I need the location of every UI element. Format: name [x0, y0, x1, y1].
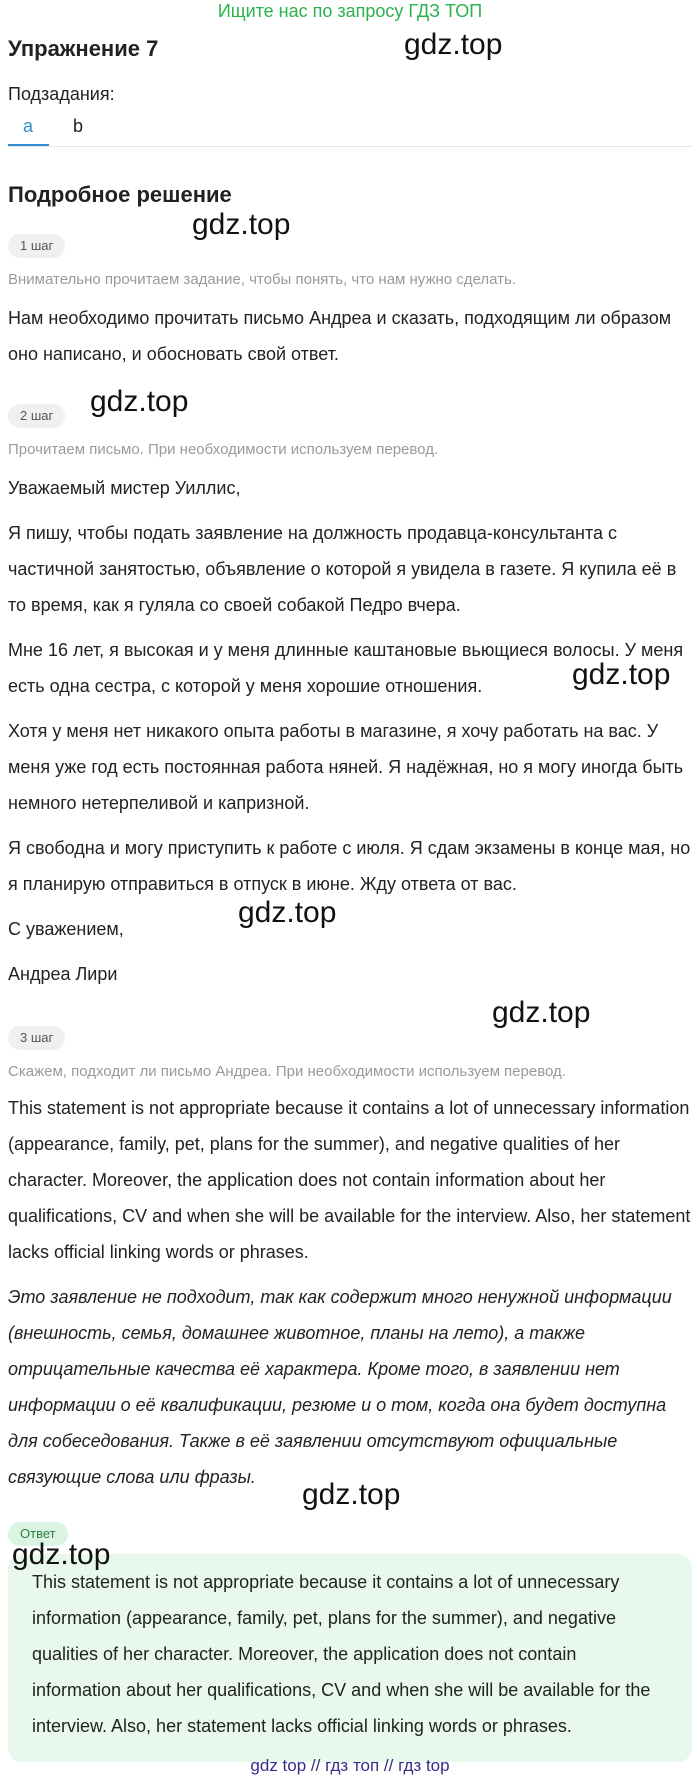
- step-hint: Скажем, подходит ли письмо Андреа. При необходимости используем перевод.: [8, 1063, 566, 1080]
- watermark: gdz.top: [572, 658, 671, 691]
- tab-a[interactable]: a: [23, 116, 34, 136]
- letter-paragraph: Я свободна и могу приступить к работе с июля. Я сдам экзамены в конце мая, но я планирую отправиться в отпуск в июне. Жду ответа от вас.: [8, 838, 691, 894]
- step-hint: Прочитаем письмо. При необходимости используем перевод.: [8, 441, 439, 458]
- letter-paragraph: Андреа Лири: [8, 964, 118, 984]
- letter-paragraph: Мне 16 лет, я высокая и у меня длинные каштановые вьющиеся волосы. У меня есть одна сестра, с которой у меня хорошие отношения.: [8, 640, 684, 696]
- footer-links[interactable]: gdz top // гдз топ // гдз top: [250, 1756, 450, 1775]
- step-badge: 3 шаг: [8, 1026, 65, 1050]
- letter-paragraph: С уважением,: [8, 919, 124, 939]
- watermark: gdz.top: [302, 1478, 401, 1511]
- letter-paragraph: Я пишу, чтобы подать заявление на должность продавца-консультанта с частичной занятостью, объявление о которой я увидела в газете. Я купила её в то время, как я гуляла со своей собакой Педро вчера.: [8, 523, 677, 615]
- step-paragraph-translation: Это заявление не подходит, так как содержит много ненужной информации (внешность, семья, домашнее животное, планы на лето), а также отрицательные качества её характера. Кроме того, в заявлении нет информации о её квалификации, резюме и о том, когда она будет доступна для собеседования. Также в её заявлении отсутствуют официальные связующие слова или фразы.: [8, 1287, 672, 1487]
- watermark: gdz.top: [12, 1538, 111, 1571]
- watermark: gdz.top: [90, 385, 189, 418]
- watermark: gdz.top: [404, 28, 503, 61]
- step-paragraph: Нам необходимо прочитать письмо Андреа и сказать, подходящим ли образом оно написано, и обосновать свой ответ.: [8, 308, 672, 364]
- step-badge: 1 шаг: [8, 234, 65, 258]
- top-banner[interactable]: Ищите нас по запросу ГДЗ ТОП: [217, 1, 483, 21]
- watermark: gdz.top: [238, 896, 337, 929]
- tab-b[interactable]: b: [73, 116, 84, 136]
- watermark: gdz.top: [492, 996, 591, 1029]
- answer-box: [8, 1554, 692, 1762]
- answer-text: This statement is not appropriate because it contains a lot of unnecessary information (appearance, family, pet, plans for the summer), and negative qualities of her character. Moreover, the application does not contain information about her qualifications, CV and when she will be available for the interview. Also, her statement lacks official linking words or phrases.: [32, 1572, 651, 1736]
- step-hint: Внимательно прочитаем задание, чтобы понять, что нам нужно сделать.: [8, 271, 517, 288]
- page-title: Упражнение 7: [8, 36, 159, 61]
- step-badge: 2 шаг: [8, 404, 65, 428]
- step-paragraph: This statement is not appropriate because it contains a lot of unnecessary information (appearance, family, pet, plans for the summer), and negative qualities of her character. Moreover, the application does not contain information about her qualifications, CV and when she will be available for the interview. Also, her statement lacks official linking words or phrases.: [8, 1098, 691, 1262]
- subtasks-label: Подзадания:: [8, 84, 115, 104]
- watermark: gdz.top: [192, 208, 291, 241]
- letter-paragraph: Уважаемый мистер Уиллис,: [8, 478, 241, 498]
- answer-badge: Ответ: [8, 1522, 68, 1546]
- tabs-divider: [8, 146, 692, 147]
- letter-paragraph: Хотя у меня нет никакого опыта работы в магазине, я хочу работать на вас. У меня уже год есть постоянная работа няней. Я надёжная, но я могу иногда быть немного нетерпеливой и капризной.: [8, 721, 684, 813]
- section-title: Подробное решение: [8, 182, 232, 207]
